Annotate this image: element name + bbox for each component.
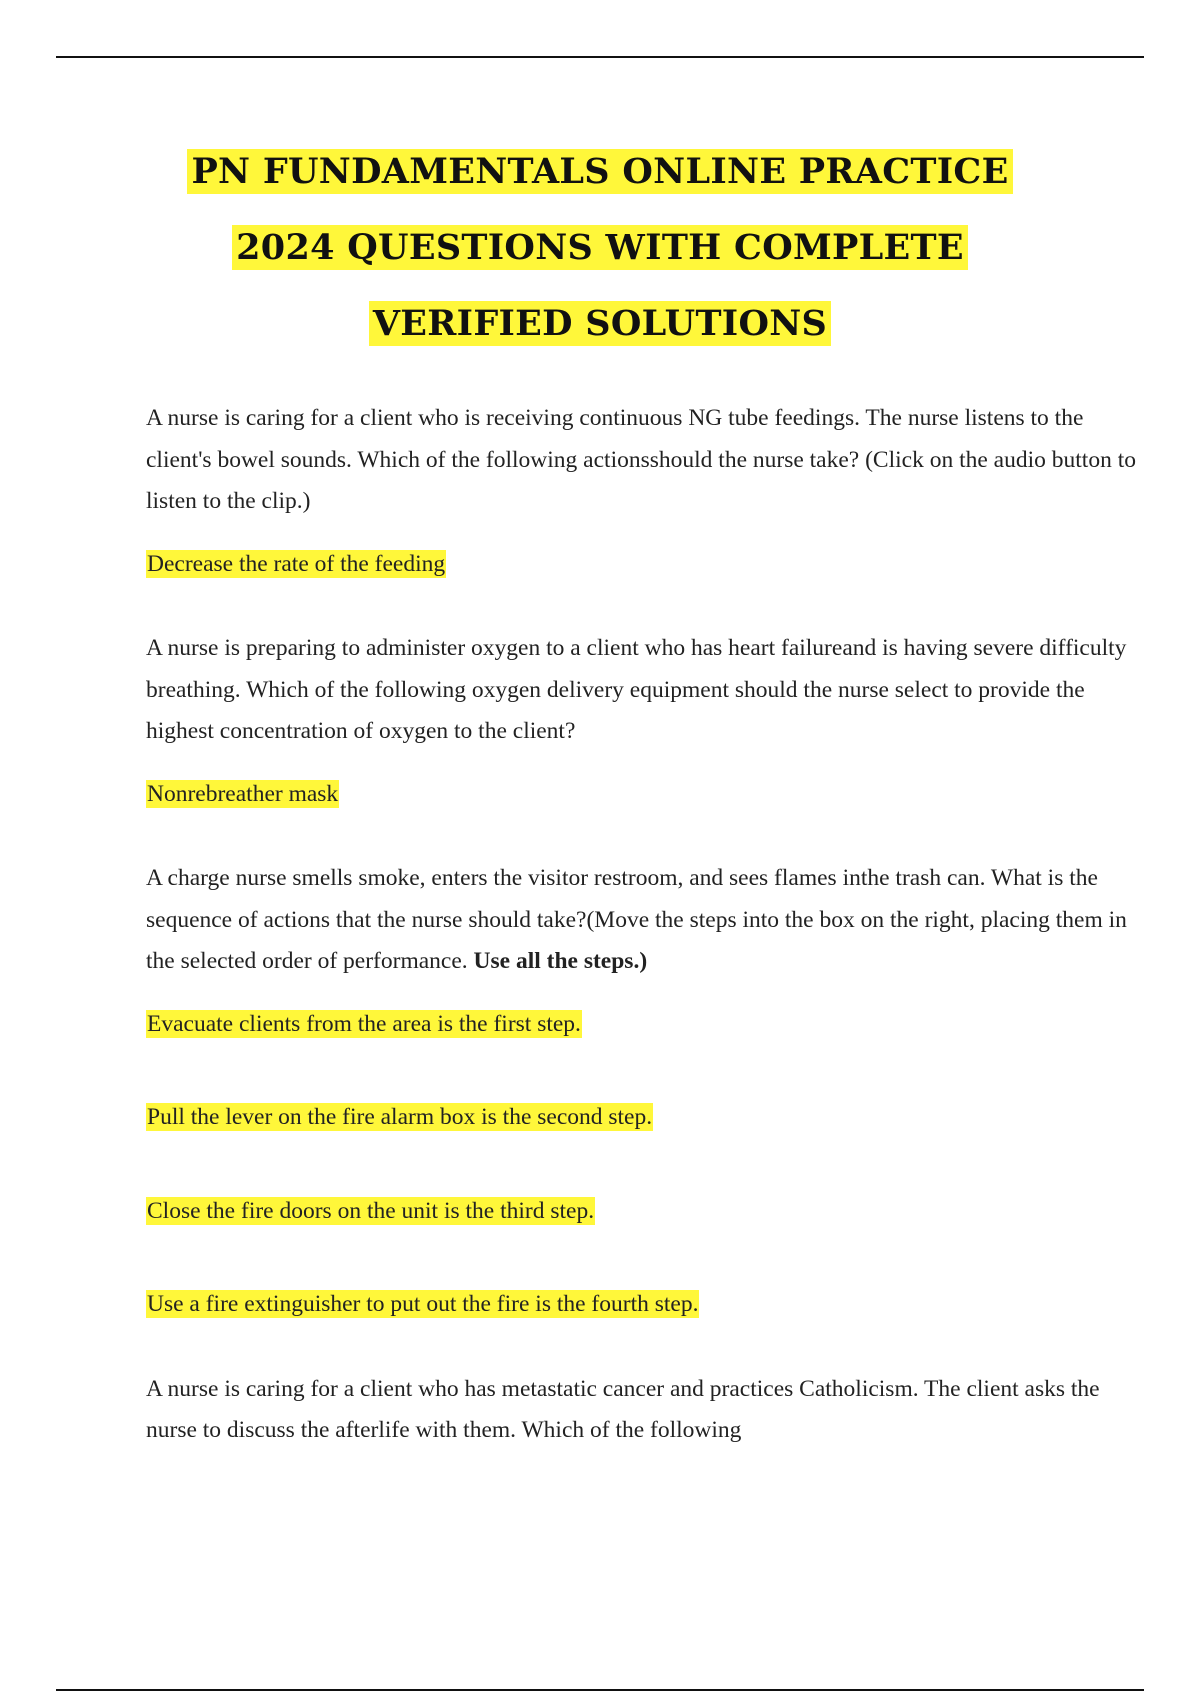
title-line-3: VERIFIED SOLUTIONS [369, 301, 831, 346]
answer-3-step-3 [146, 1191, 1136, 1233]
title-line-1: PN FUNDAMENTALS ONLINE PRACTICE [187, 149, 1012, 194]
answer-3-step-3-text: Close the fire doors on the unit is the third step. [147, 1197, 595, 1224]
question-1: A nurse is caring for a client who is receiving continuous NG tube feedings. The nurse listens to the client's bowel sounds. Which of the following actionsshould the nurse take? (Click on the audio button to listen to the clip.) [146, 405, 1136, 514]
answer-3-step-2-text: Pull the lever on the fire alarm box is the second step. [147, 1104, 653, 1130]
answer-3-step-4-text: Use a fire extinguisher to put out the fire is the fourth step. [147, 1291, 699, 1317]
title-line-2: 2024 QUESTIONS WITH COMPLETE [232, 225, 968, 270]
question-2: A nurse is preparing to administer oxygen to a client who has heart failureand is having severe difficulty breathing. Which of the following oxygen delivery equipment should the nurse select to provide the highest concentration of oxygen to the client? [146, 635, 1127, 744]
question-3-text: A charge nurse smells smoke, enters the visitor restroom, and sees flames inthe trash can. What is the sequence of actions that the nurse should take?(Move the steps into the box on the right, placing them in the selected order of performance. [146, 865, 1127, 974]
answer-1 [146, 544, 1136, 586]
question-3-bold-text: Use all the steps.) [473, 948, 648, 974]
answer-3-step-1-text: Evacuate clients from the area is the first step. [147, 1010, 581, 1037]
answer-3-step-4 [146, 1284, 1136, 1326]
question-4: A nurse is caring for a client who has metastatic cancer and practices Catholicism. The client asks the nurse to discuss the afterlife with them. Which of the following [146, 1375, 1100, 1443]
document-body [146, 398, 1136, 1452]
top-rule [56, 56, 1144, 58]
answer-2 [146, 774, 1136, 816]
bottom-rule [56, 1689, 1144, 1691]
question-3 [146, 858, 1136, 983]
document-title [100, 134, 1100, 362]
answer-2-text: Nonrebreather mask [147, 780, 339, 807]
answer-1-text: Decrease the rate of the feeding [147, 550, 446, 577]
answer-3-step-1 [146, 1004, 1136, 1046]
answer-3-step-2 [146, 1097, 1136, 1139]
